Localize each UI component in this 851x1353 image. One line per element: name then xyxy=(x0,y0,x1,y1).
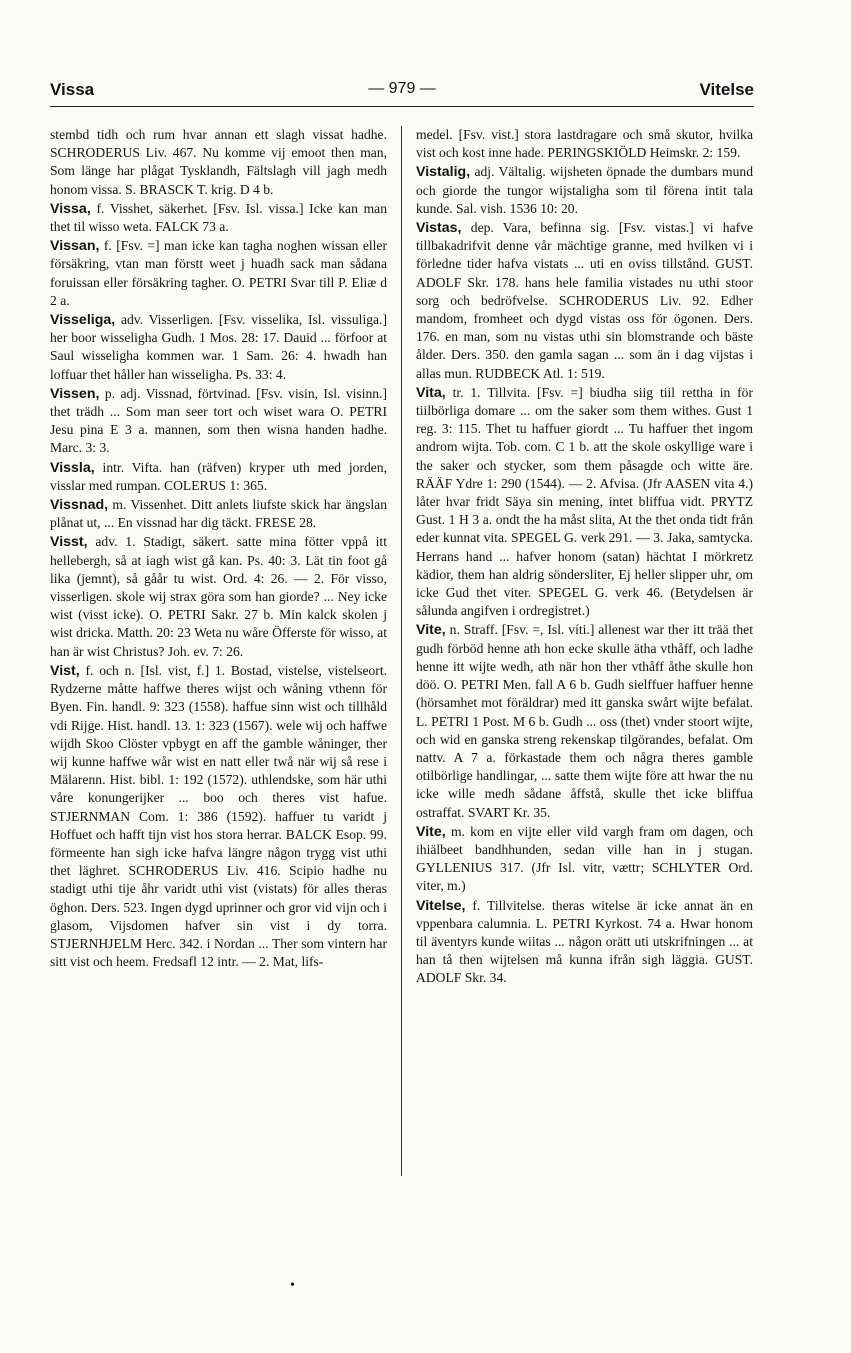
entry-text: adj. Vältalig. wijsheten öpnade the dumbars mund och giorde the tungor wijstaligha som til förena intit tala kunde. Sal. vish. 1536 10: 20. xyxy=(416,164,753,216)
entry-text: dep. Vara, befinna sig. [Fsv. vistas.] vi hafve tillbakadrifvit denne vår mächtige granne, med hvilken vi i förledne tider hafva vistats ... uti en oviss tillstånd. GUST. ADOLF Skr. 178. hans hele familia vistades nu uthi stoor sorg och bedröfvelse. SCHRODERUS Liv. 92. Edher mandom, fromheet och dygd vistas oss för ögonen. Ders. 176. en man, som nu vistas uthi sin blomstrande och bäste ålder. Ders. 350. den gamla sagan ... som än i dag vijstas i allas mun. RUDBECK Atl. 1: 519. xyxy=(416,220,753,381)
entry-headword: Vitelse, xyxy=(416,897,466,914)
dictionary-entry xyxy=(50,311,387,384)
entry-headword: Visst, xyxy=(50,534,88,551)
dictionary-entry xyxy=(50,200,387,236)
entry-headword: Vissla, xyxy=(50,459,95,476)
dictionary-entry xyxy=(416,384,753,621)
page-number: — 979 — xyxy=(368,80,436,97)
entry-text: p. adj. Vissnad, förtvinad. [Fsv. visin, Isl. visinn.] thet trädh ... Som man seer tort och wiset wara O. PETRI Jesu pina E 3 a. mannen, som then wisna handen hadhe. Marc. 3: 3. xyxy=(50,385,387,456)
dictionary-entry xyxy=(416,621,753,821)
dictionary-entry xyxy=(50,533,387,660)
entry-headword: Vissa, xyxy=(50,200,91,217)
entry-text: medel. [Fsv. vist.] stora lastdragare och små skutor, hvilka vist och kost inne hade. PERINGSKIÖLD Heimskr. 2: 159. xyxy=(416,127,753,161)
dictionary-entry xyxy=(416,823,753,896)
dictionary-entry xyxy=(50,459,387,495)
entry-headword: Vistas, xyxy=(416,220,462,237)
dictionary-entry xyxy=(50,385,387,458)
entry-text: m. kom en vijte eller vild vargh fram om dagen, och ihiälbeet bandhhunden, sedan ville han in j stugan. GYLLENIUS 317. (Jfr Isl. vitr, vættr; SCHLYTER Ord. viter, m.) xyxy=(416,823,753,894)
entry-text: f. och n. [Isl. vist, f.] 1. Bostad, vistelse, vistelseort. Rydzerne måtte haffwe theres wijst och wåning vthenn för Byen. Fin. handl. 9: 323 (1558). haffue sinn wist och tillhåld vdi Rijge. Hist. handl. 13. 1: 323 (1567). wele wij och haffwe wijdh Skoo Clöster vpbygt en aff the gamble wåninger, ther wij kunne haffwe wår wist en natt eller twå när wij så rese i Mälarenn. Hist. bibl. 1: 192 (1572). uthlendske, som här uthi våre konungerijker ... boo och theres vist hafue. STJERNMAN Com. 1: 386 (1592). haffuer tu varidt j Hoffuet och hafft tijn vist hos stora herrar. BALCK Esop. 99. förmeente han sigh icke hafva längre någon trygg vist uthi thet läghret. SCHRODERUS Liv. 416. Scipio hadhe nu stadigt uthi tije åhr varidt uthi vist (vistats) för alles theras öghon. Ders. 523. Ingen dygd uprinner och gror vid vijn och i glasom, Vijsdomen hafver sin vist i dy torra. STJERNHJELM Herc. 342. i Nordan ... Ther som vintern har sitt vist och heem. Fredsafl 12 intr. — 2. Mat, lifs- xyxy=(50,662,387,970)
right-column xyxy=(416,126,753,1226)
running-header xyxy=(50,80,754,107)
entry-text: m. Vissenhet. Ditt anlets liufste skick har ängslan plånat ut, ... En vissnad har dig täckt. FRESE 28. xyxy=(50,497,387,531)
entry-text: stembd tidh och rum hvar annan ett slagh vissat hadhe. SCHRODERUS Liv. 467. Nu komme vij emoot then man, Som länge har plågat Tysklandh, Fältslagh vill jagh medh honom vissa. S. BRASCK T. krig. D 4 b. xyxy=(50,127,387,197)
entry-headword: Vissan, xyxy=(50,238,100,255)
entry-text: f. Visshet, säkerhet. [Fsv. Isl. vissa.] Icke kan man thet til wisso weta. FALCK 73 a. xyxy=(50,200,387,235)
entry-headword: Vita, xyxy=(416,384,446,401)
entry-text: intr. Vifta. han (räfven) kryper uth med jorden, visslar med rumpan. COLERUS 1: 365. xyxy=(50,459,387,493)
column-divider xyxy=(401,126,402,1176)
entry-text: adv. Visserligen. [Fsv. visselika, Isl. vissuliga.] her boor wisseligha Gudh. 1 Mos. 28: 17. Dauid ... förfoor at Saul wisseligha kommen war. 1 Sam. 26: 4. hwadh han loffuar thet håller han wisseligha. Ps. 33: 4. xyxy=(50,312,387,382)
entry-headword: Vissnad, xyxy=(50,497,109,514)
entry-text: f. Tillvitelse. theras witelse är icke annat än en vppenbara calumnia. L. PETRI Kyrkost. 74 a. Hwar honom til äventyrs kunde wiitas ... någon orätt uti utskrifningen ... at han tå then wijtelsen må kunna ifrån sigh läggia. GUST. ADOLF Skr. 34. xyxy=(416,897,753,986)
header-first-headword: Vissa xyxy=(50,80,95,99)
entry-headword: Vistalig, xyxy=(416,164,471,181)
entry-headword: Vissen, xyxy=(50,385,100,402)
dictionary-entry xyxy=(50,662,387,971)
entry-text: n. Straff. [Fsv. =, Isl. víti.] allenest war ther itt trää thet gudh förböd henne ath hon ecke skulle ätha vthåff, och ladhe henne itt wijte wedh, ath när hon ther vthåff åthe skulle hon döö. O. PETRI Men. fall A 6 b. Gudh sielffuer haffuer henne (hörsamhet mot föräldrar) med itt ganska swårt wijte befalat. L. PETRI 1 Post. M 6 b. Gudh ... oss (thet) vnder stoort wijte, och wid en ganska streng rekenskap tilgörandes, befalat. Om nattv. A 7 a. förkastade them och några theres gamble otilbörlige handlingar, ... satte them wijte före att hwar the nu icke wille medh sådane åffstå, skulle thet icke bliffua ostraffat. SVART Kr. 35. xyxy=(416,622,753,820)
footer-mark: • xyxy=(290,1278,295,1293)
dictionary-entry xyxy=(50,496,387,532)
dictionary-entry xyxy=(416,163,753,218)
header-last-headword: Vitelse xyxy=(699,80,754,99)
dictionary-entry xyxy=(416,126,753,162)
entry-text: adv. 1. Stadigt, säkert. satte mina fötter vppå itt hellebergh, så at iagh wist gå kan. Ps. 40: 3. Lät tin foot gå lika (jemnt), så gåår tu wist. Ord. 4: 26. — 2. För visso, visserligen. skole wij strax göra som han giorde? ... Ney icke wist (visst icke). O. PETRI Sakr. 27 b. Min kalck skolen j wist dricka. Matth. 20: 23 Weta nu wåre Öfferste för wisso, at han är wist Christus? Joh. ev. 7: 26. xyxy=(50,534,387,659)
dictionary-entry xyxy=(50,237,387,310)
entry-text: tr. 1. Tillvita. [Fsv. =] biudha siig tiil rettha in för tiilbörliga domare ... om the saker som them withes. Gust 1 reg. 3: 115. Thet tu haffuer giordt ... Tu haffuer thet ingom androm wijta. Tob. com. C 1 b. att the skole oskyllige ware i the saker och stycker, som them påsagde och witte äre. RÄÄF Ydre 1: 290 (1544). — 2. Afvisa. (Jfr AASEN vita 4.) låter hvar fridt Säya sin mening, intet bliffua vidt. PRYTZ Gust. 1 H 3 a. ondt the ha måst slita, At the thet onda tidt från eder kunnat vita. SPEGEL G. verk 291. — 3. Jaka, samtycka. Herrans hand ... hafver honom (satan) hächtat I mörkretz kädior, them han aldrig söndersliter, Ej heller slipper uhr, om icke Gud thet viter. SPEGEL G. verk 46. (Betydelsen är sålunda angifven i ordregistret.) xyxy=(416,384,753,619)
dictionary-entry xyxy=(416,897,753,988)
dictionary-entry xyxy=(50,126,387,199)
entry-headword: Visseliga, xyxy=(50,312,116,329)
dictionary-entry xyxy=(416,219,753,383)
entry-headword: Vite, xyxy=(416,823,446,840)
left-column xyxy=(50,126,387,1226)
entry-text: f. [Fsv. =] man icke kan tagha noghen wissan eller försäkring, vtan man förstt weet j huadh sack man sådana foruissan eller försäkring tagher. O. PETRI Svar till P. Eliæ d 2 a. xyxy=(50,238,387,308)
entry-headword: Vite, xyxy=(416,622,446,639)
entry-headword: Vist, xyxy=(50,662,80,679)
